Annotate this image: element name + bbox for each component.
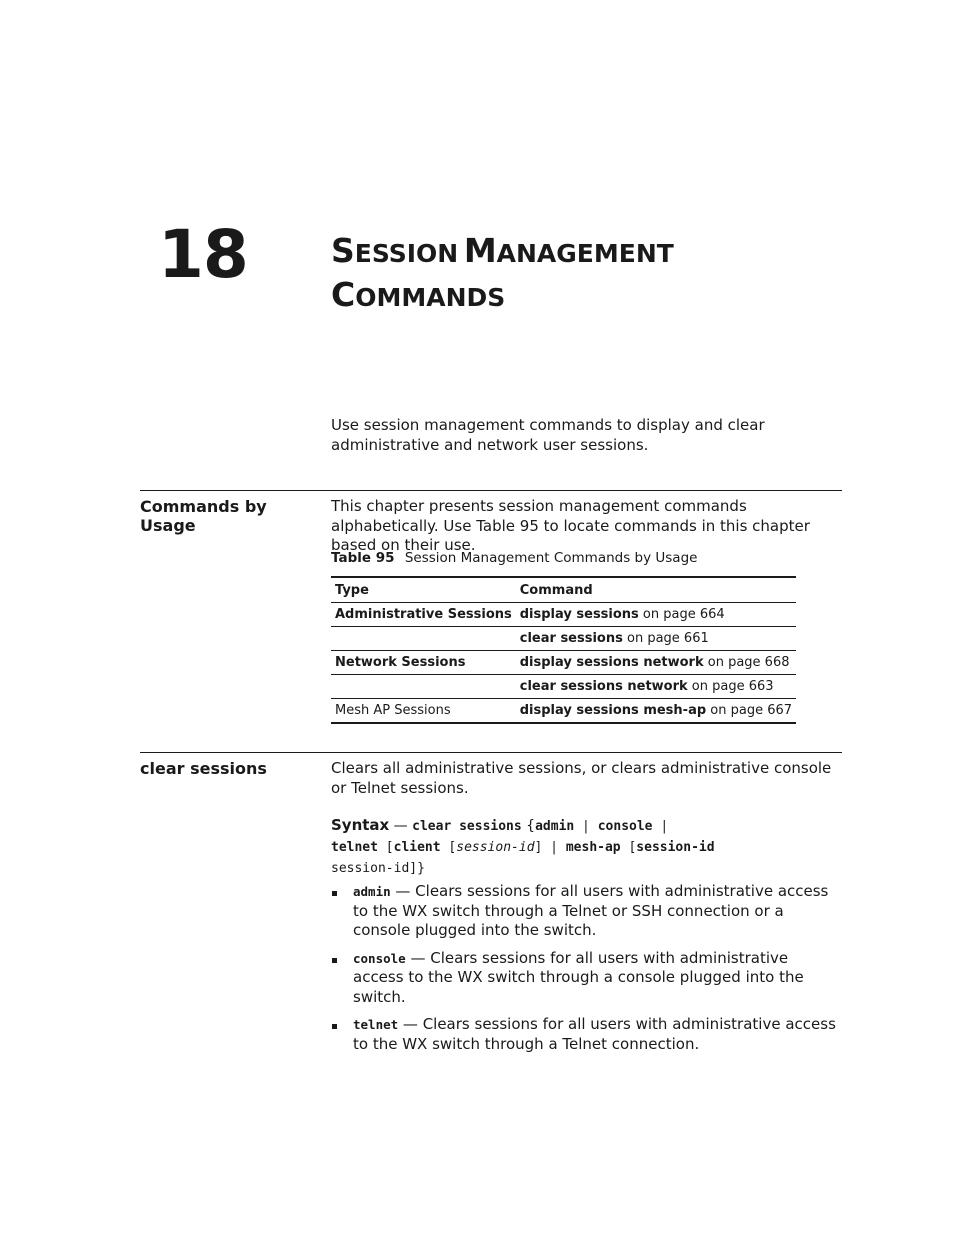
type-cell — [331, 675, 516, 699]
title-word-2-initial: M — [463, 231, 497, 270]
syntax-separator: ] | — [534, 840, 566, 855]
type-cell — [331, 627, 516, 651]
chapter-title-line-1 — [331, 232, 811, 276]
bullet-icon — [332, 958, 337, 963]
section-divider — [140, 752, 842, 753]
syntax-bracket: [ — [620, 840, 637, 855]
command-link[interactable]: display sessions — [519, 607, 639, 622]
syntax-label: Syntax — [331, 816, 390, 834]
title-word-1-rest: ESSION — [354, 239, 459, 268]
page-ref: on page 664 — [638, 607, 725, 622]
title-word-2-rest: ANAGEMENT — [496, 239, 674, 268]
syntax-close: ]} — [409, 861, 425, 876]
page-ref: on page 663 — [687, 679, 774, 694]
syntax-block — [331, 815, 811, 879]
type-cell: Mesh AP Sessions — [331, 699, 516, 724]
command-cell — [516, 603, 796, 627]
title-word-1-initial: S — [331, 231, 355, 270]
chapter-intro: Use session management commands to display and clear administrative and network user sessions. — [331, 416, 765, 454]
syntax-keyword-client: client — [393, 840, 441, 855]
chapter-title-line-2 — [331, 276, 811, 320]
list-item — [331, 882, 843, 941]
syntax-brace-open: { — [526, 818, 536, 834]
parameter-description: — Clears sessions for all users with administrative access to the WX switch through a console plugged into the switch. — [353, 948, 804, 1006]
table-row — [331, 627, 796, 651]
parameter-keyword: admin — [353, 884, 391, 899]
command-link[interactable]: display sessions mesh-ap — [519, 703, 707, 718]
type-cell: Network Sessions — [331, 651, 516, 675]
table-row — [331, 675, 796, 699]
syntax-param-session-id: session-id — [456, 840, 535, 855]
section-divider — [140, 490, 842, 491]
chapter-title — [331, 232, 811, 320]
title-word-3-initial: C — [331, 275, 356, 314]
parameter-keyword: console — [353, 950, 406, 966]
syntax-keyword-session-id: session-id — [636, 840, 715, 855]
table-row — [331, 651, 796, 675]
syntax-keyword-admin: admin — [535, 819, 575, 834]
page-ref: on page 661 — [622, 631, 709, 646]
syntax-command: clear sessions — [412, 819, 522, 834]
command-link[interactable]: clear sessions — [519, 631, 623, 646]
table-row — [331, 603, 796, 627]
parameter-description: — Clears sessions for all users with administrative access to the WX switch through a Telnet or SSH connection or a console plugged into the switch. — [353, 882, 829, 939]
page-ref: on page 668 — [703, 655, 790, 670]
list-item — [331, 949, 843, 1008]
table-caption-text: Session Management Commands by Usage — [404, 550, 698, 566]
syntax-param-session-id: session-id — [331, 861, 410, 876]
command-link[interactable]: display sessions network — [519, 655, 704, 670]
parameter-description: — Clears sessions for all users with administrative access to the WX switch through a Telnet connection. — [353, 1015, 836, 1053]
usage-paragraph: This chapter presents session management commands alphabetically. Use Table 95 to locate commands in this chapter based on their use. — [331, 497, 810, 554]
parameter-list — [331, 882, 843, 1062]
syntax-bracket: [ — [377, 840, 394, 855]
commands-table — [331, 576, 796, 724]
command-cell — [516, 699, 796, 724]
syntax-dash: — — [389, 818, 413, 834]
section-heading-commands-by-usage: Commands by Usage — [140, 497, 267, 535]
clear-sessions-description: Clears all administrative sessions, or clears administrative console or Telnet sessions. — [331, 759, 832, 797]
list-item — [331, 1015, 843, 1054]
bullet-icon — [332, 1024, 337, 1029]
table-caption — [331, 550, 697, 566]
table-header-row — [331, 577, 796, 603]
bullet-icon — [332, 891, 337, 896]
command-cell — [516, 675, 796, 699]
command-link[interactable]: clear sessions network — [519, 679, 688, 694]
syntax-keyword-mesh-ap: mesh-ap — [565, 840, 621, 855]
chapter-number: 18 — [158, 216, 248, 293]
syntax-keyword-console: console — [597, 819, 653, 834]
parameter-keyword: telnet — [353, 1017, 399, 1032]
command-cell — [516, 651, 796, 675]
syntax-separator: | — [652, 819, 669, 834]
section-heading-clear-sessions: clear sessions — [140, 759, 267, 778]
syntax-bracket: [ — [440, 840, 457, 855]
table-row — [331, 699, 796, 724]
header-command: Command — [516, 577, 796, 603]
command-cell — [516, 627, 796, 651]
header-type: Type — [331, 577, 516, 603]
table-label: Table 95 — [331, 550, 395, 566]
title-word-3-rest: OMMANDS — [355, 283, 506, 312]
type-cell: Administrative Sessions — [331, 603, 516, 627]
page-ref: on page 667 — [706, 703, 793, 718]
syntax-keyword-telnet: telnet — [331, 840, 378, 855]
syntax-separator: | — [574, 819, 598, 834]
